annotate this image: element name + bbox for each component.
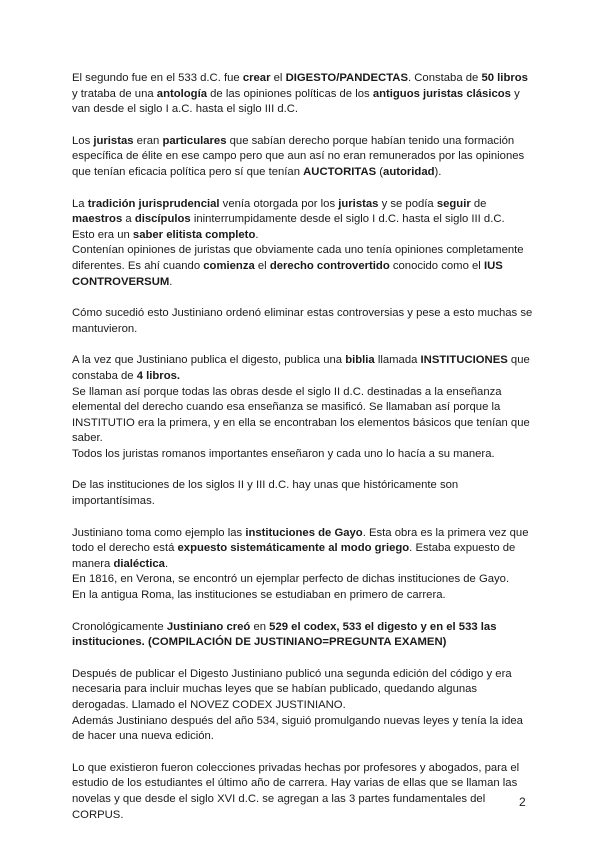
text-line (72, 165, 532, 181)
text-run: en (250, 620, 270, 633)
text-run: Todos los juristas romanos importantes enseñaron y cada uno lo hacía a su manera. (72, 447, 495, 460)
document-body (72, 71, 532, 839)
text-line (72, 698, 532, 714)
bold-text: saber elitista completo (132, 228, 256, 241)
text-run: derogadas. Llamado el NOVEZ CODEX JUSTINIANO. (72, 699, 346, 711)
paragraph (72, 353, 532, 462)
text-run: ininterrumpidamente desde el siglo I d.C. hasta el siglo III d.C. (190, 213, 505, 226)
text-line (72, 431, 532, 447)
text-run: La (72, 197, 88, 210)
text-run: Contenían opiniones de juristas que obviamente cada uno tenía opiniones completamente (72, 244, 524, 257)
text-line (72, 243, 532, 259)
text-run: novelas y que desde el siglo XVI d.C. se agregan a las 3 partes fundamentales del (72, 792, 486, 805)
text-line (72, 494, 532, 510)
text-run: van desde el siglo I a.C. hasta el siglo III d.C. (72, 103, 299, 116)
text-run: el (270, 72, 286, 84)
text-run: . (164, 557, 169, 570)
text-run: llamada (374, 354, 421, 367)
text-run: que (507, 354, 530, 367)
text-run: mantuvieron. (72, 322, 138, 335)
bold-text: AUCTORITAS (303, 165, 377, 178)
bold-text: juristas (93, 134, 134, 147)
text-run: venía otorgada por los (219, 197, 339, 210)
text-run: . Estaba expuesto de (409, 542, 516, 555)
text-run: que sabían derecho porque habían tenido una formación (226, 134, 515, 147)
text-line (72, 275, 532, 291)
page-number: 2 (519, 795, 526, 809)
text-run: de (470, 197, 487, 210)
text-run: que tenían eficacia política pero sí que tenían (72, 165, 304, 178)
text-line (72, 478, 532, 494)
bold-text: Justiniano creó (166, 620, 251, 633)
text-line (72, 416, 532, 432)
text-line (72, 369, 532, 385)
bold-text: INSTITUCIONES (420, 354, 508, 367)
text-line (72, 776, 532, 792)
bold-text: antología (156, 87, 208, 100)
text-run: En la antigua Roma, las instituciones se estudiaban en primero de carrera. (72, 589, 446, 602)
text-line (72, 526, 532, 542)
text-run: el (254, 259, 270, 272)
bold-text: autoridad (383, 165, 435, 178)
bold-text: maestros (72, 213, 123, 226)
text-line (72, 620, 532, 636)
text-line (72, 322, 532, 338)
text-run: El segundo fue en el 533 d.C. fue (72, 72, 243, 84)
text-line (72, 259, 532, 275)
text-run: a (122, 213, 135, 226)
bold-text: tradición jurisprudencial (87, 197, 220, 210)
text-line (72, 541, 532, 557)
text-run: . Esta obra es la primera vez que (362, 526, 529, 539)
text-line (72, 212, 532, 228)
text-line (72, 557, 532, 573)
text-run: Cómo sucedió esto Justiniano ordenó eliminar estas controversias y pese a esto muchas se (72, 307, 533, 320)
text-run: saber. (72, 432, 103, 445)
text-line (72, 306, 532, 322)
text-run: y trataba de una (72, 87, 157, 100)
bold-text: IUS (483, 259, 503, 272)
text-line (72, 729, 532, 745)
text-run: todo el derecho está (72, 542, 178, 555)
text-line (72, 385, 532, 401)
paragraph (72, 134, 532, 181)
paragraph (72, 306, 532, 337)
text-line (72, 71, 532, 87)
bold-text: 529 el codex, 533 el digesto y en el 533 las (269, 620, 497, 633)
text-line (72, 149, 532, 165)
bold-text: particulares (162, 134, 227, 147)
bold-text: DIGESTO/PANDECTAS (285, 72, 408, 84)
text-run: . (255, 228, 259, 241)
bold-text: discípulos (134, 213, 191, 226)
text-run: constaba de (72, 369, 137, 382)
bold-text: biblia (345, 354, 375, 367)
text-run: Cronológicamente (72, 620, 167, 633)
bold-text: 4 libros. (136, 369, 181, 382)
text-run: de hacer una nueva edición. (72, 730, 214, 743)
text-run: INSTITUTIO era la primera, y en ella se encontraban los elementos básicos que tenían que (72, 416, 530, 429)
text-line (72, 667, 532, 683)
text-run: necesaria para incluir muchas leyes que se habían publicado, quedando algunas (72, 683, 478, 696)
bold-text: crear (242, 72, 271, 84)
text-run: A la vez que Justiniano publica el digesto, publica una (72, 354, 346, 367)
text-line (72, 447, 532, 463)
text-run: eran (133, 134, 163, 147)
text-line (72, 761, 532, 777)
text-run: y se podía (378, 197, 437, 210)
text-run: Además Justiniano después del año 534, siguió promulgando nuevas leyes y tenía la idea (72, 714, 523, 727)
text-line (72, 714, 532, 730)
text-run: de las opiniones políticas de los (207, 87, 373, 100)
text-run: específica de élite en ese campo pero que aun así no eran remunerados por las opiniones (72, 150, 525, 163)
text-run: ). (434, 165, 442, 178)
text-run: De las instituciones de los siglos II y III d.C. hay unas que históricamente son (72, 479, 459, 492)
bold-text: dialéctica (113, 557, 165, 570)
bold-text: seguir (436, 197, 471, 210)
text-run: Después de publicar el Digesto Justiniano publicó una segunda edición del código y era (72, 667, 512, 680)
text-run: ( (376, 165, 384, 178)
text-run: CORPUS. (72, 808, 124, 821)
text-line (72, 228, 532, 244)
text-line (72, 808, 532, 824)
text-line (72, 682, 532, 698)
text-line (72, 588, 532, 604)
bold-text: expuesto sistemáticamente al modo griego (177, 542, 410, 555)
text-run: diferentes. Es ahí cuando (72, 259, 204, 272)
text-line (72, 635, 532, 651)
text-run: Lo que existieron fueron colecciones privadas hechas por profesores y abogados, para el (72, 761, 520, 774)
text-run: . (169, 275, 173, 288)
paragraph (72, 71, 532, 118)
paragraph (72, 667, 532, 745)
bold-text: antiguos juristas clásicos (372, 87, 511, 100)
text-line (72, 353, 532, 369)
text-line (72, 400, 532, 416)
paragraph (72, 197, 532, 291)
text-line (72, 87, 532, 103)
text-line (72, 102, 532, 118)
text-run: . Constaba de (407, 72, 482, 84)
bold-text: instituciones. (COMPILACIÓN DE JUSTINIANO=PREGUNTA EXAMEN) (72, 636, 447, 649)
text-run: elemental del derecho cuando esa enseñanza se masificó. Se llamaban así porque la (72, 401, 501, 414)
bold-text: CONTROVERSUM (72, 275, 170, 288)
paragraph (72, 526, 532, 604)
text-run: conocido como el (389, 259, 484, 272)
text-run: manera (72, 557, 114, 570)
text-run: estudio de los estudiantes el último año de carrera. Hay varias de ellas que se llaman las (72, 777, 518, 790)
paragraph (72, 761, 532, 823)
paragraph (72, 478, 532, 509)
bold-text: comienza (203, 259, 255, 272)
text-line (72, 134, 532, 150)
text-run: Se llaman así porque todas las obras desde el siglo II d.C. destinadas a la enseñanza (72, 385, 502, 398)
text-run: importantísimas. (72, 495, 155, 508)
bold-text: 50 libros (481, 72, 528, 84)
text-run: Justiniano toma como ejemplo las (72, 526, 246, 539)
text-line (72, 197, 532, 213)
bold-text: instituciones de Gayo (245, 526, 363, 539)
bold-text: derecho controvertido (269, 259, 390, 272)
text-run: y (510, 87, 520, 100)
text-run: En 1816, en Verona, se encontró un ejemplar perfecto de dichas instituciones de Gayo. (72, 573, 510, 586)
text-line (72, 792, 532, 808)
paragraph (72, 620, 532, 651)
text-run: Los (72, 134, 94, 147)
bold-text: juristas (338, 197, 379, 210)
text-line (72, 572, 532, 588)
text-run: Esto era un (72, 228, 133, 241)
